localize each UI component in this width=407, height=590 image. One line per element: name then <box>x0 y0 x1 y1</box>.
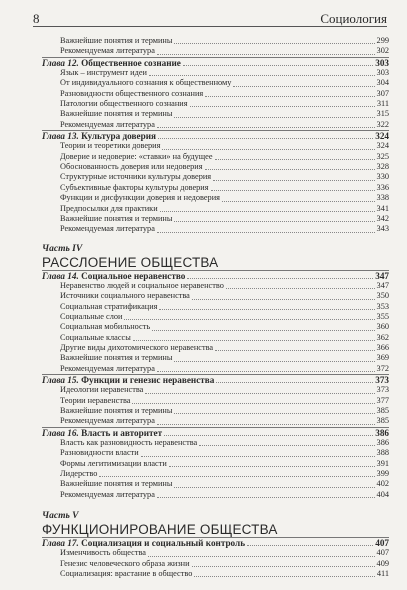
entry-page-number: 341 <box>376 203 389 213</box>
entry-title: Социализация: врастание в общество <box>60 569 193 579</box>
toc-entry[interactable] <box>42 459 389 469</box>
chapter-number: Глава 15. <box>42 374 79 385</box>
toc-chapter-entry[interactable] <box>42 375 389 385</box>
dot-leader <box>160 210 375 212</box>
chapter-label <box>42 375 214 385</box>
chapter-label <box>42 538 245 548</box>
entry-page-number: 373 <box>375 374 389 385</box>
dot-leader <box>174 116 374 118</box>
entry-page-number: 338 <box>376 193 389 203</box>
chapter-title: Функции и генезис неравенства <box>81 374 215 385</box>
chapter-label <box>42 58 181 68</box>
toc-entry[interactable] <box>42 312 389 322</box>
toc-entry[interactable] <box>42 416 389 426</box>
toc-entry[interactable] <box>42 162 389 172</box>
dot-leader <box>164 434 373 436</box>
entry-page-number: 347 <box>376 280 389 290</box>
dot-leader <box>174 360 374 362</box>
toc-entry[interactable] <box>42 469 389 479</box>
toc-chapter-entry[interactable] <box>42 58 389 68</box>
toc-chapter-entry[interactable] <box>42 271 389 281</box>
entry-page-number: 386 <box>375 427 389 438</box>
dot-leader <box>213 179 374 181</box>
dot-leader <box>157 126 375 128</box>
entry-title: Язык – инструмент идеи <box>60 68 147 78</box>
toc-entry[interactable] <box>42 479 389 489</box>
entry-title: Формы легитимизации власти <box>60 458 167 468</box>
entry-title: Теории неравенства <box>60 395 131 405</box>
dot-leader <box>192 565 375 567</box>
toc-entry[interactable] <box>42 89 389 99</box>
entry-page-number: 322 <box>376 119 389 129</box>
dot-leader <box>187 277 373 279</box>
entry-page-number: 404 <box>376 489 389 499</box>
entry-page-number: 311 <box>376 99 389 109</box>
entry-title: Неравенство людей и социальное неравенство <box>60 280 224 290</box>
running-title: Социология <box>320 11 387 26</box>
chapter-number: Глава 12. <box>42 57 79 68</box>
entry-page-number: 369 <box>376 353 389 363</box>
dot-leader <box>192 298 375 300</box>
dot-leader <box>199 444 374 446</box>
entry-title: Другие виды дихотомического неравенства <box>60 342 214 352</box>
chapter-number: Глава 17. <box>42 538 79 549</box>
entry-title: Важнейшие понятия и термины <box>60 213 173 223</box>
dot-leader <box>174 42 374 44</box>
dot-leader <box>162 148 374 150</box>
entry-title: Разновидности власти <box>60 448 139 458</box>
entry-title: Теории и теоретики доверия <box>60 141 161 151</box>
entry-page-number: 325 <box>376 151 389 161</box>
entry-page-number: 409 <box>376 558 389 568</box>
chapter-label <box>42 271 185 281</box>
toc-entry[interactable] <box>42 291 389 301</box>
toc-entry[interactable] <box>42 364 389 374</box>
dot-leader <box>159 308 374 310</box>
entry-title: Важнейшие понятия и термины <box>60 109 173 119</box>
entry-page-number: 366 <box>376 342 389 352</box>
entry-title: Рекомендуемая литература <box>60 363 155 373</box>
toc-entry[interactable] <box>42 214 389 224</box>
toc-entry[interactable] <box>42 322 389 332</box>
entry-title: Социальные слои <box>60 311 123 321</box>
dot-leader <box>211 189 375 191</box>
entry-title: Важнейшие понятия и термины <box>60 353 173 363</box>
dot-leader <box>216 381 373 383</box>
entry-title: От индивидуального сознания к общественному <box>60 78 232 88</box>
toc-entry[interactable] <box>42 406 389 416</box>
entry-title: Социальные классы <box>60 332 131 342</box>
entry-page-number: 355 <box>376 311 389 321</box>
toc-chapter-entry[interactable] <box>42 131 389 141</box>
toc-chapter-entry[interactable] <box>42 428 389 438</box>
toc-entry[interactable] <box>42 68 389 78</box>
toc-entry[interactable] <box>42 353 389 363</box>
dot-leader <box>132 402 374 404</box>
entry-page-number: 324 <box>376 141 389 151</box>
entry-title: Рекомендуемая литература <box>60 416 155 426</box>
entry-page-number: 353 <box>376 301 389 311</box>
toc-entry[interactable] <box>42 385 389 395</box>
toc-entry[interactable] <box>42 569 389 579</box>
dot-leader <box>205 95 374 97</box>
toc-entry[interactable] <box>42 490 389 500</box>
toc-entry[interactable] <box>42 36 389 46</box>
dot-leader <box>157 370 375 372</box>
entry-page-number: 350 <box>376 291 389 301</box>
entry-page-number: 343 <box>376 224 389 234</box>
dot-leader <box>222 200 375 202</box>
dot-leader <box>169 465 375 467</box>
entry-page-number: 330 <box>376 172 389 182</box>
chapter-number: Глава 14. <box>42 270 79 281</box>
entry-title: Изменчивость общества <box>60 548 146 558</box>
dot-leader <box>174 220 374 222</box>
entry-page-number: 299 <box>376 36 389 45</box>
entry-title: Функции и дисфункции доверия и недоверия <box>60 193 220 203</box>
chapter-label <box>42 131 156 141</box>
dot-leader <box>194 575 374 577</box>
chapter-title: Общественное сознание <box>81 57 181 68</box>
dot-leader <box>205 168 375 170</box>
entry-title: Доверие и недоверие: «ставки» на будущее <box>60 151 213 161</box>
entry-page-number: 402 <box>376 479 389 489</box>
dot-leader <box>149 74 375 76</box>
entry-page-number: 411 <box>376 569 389 579</box>
part-heading <box>42 511 389 537</box>
entry-page-number: 342 <box>376 213 389 223</box>
toc-entry[interactable] <box>42 172 389 182</box>
toc-entry[interactable] <box>42 141 389 151</box>
dot-leader <box>145 392 374 394</box>
toc-entry[interactable] <box>42 224 389 234</box>
part-number: Часть IV <box>42 243 83 254</box>
toc-entry[interactable] <box>42 46 389 56</box>
entry-page-number: 385 <box>376 416 389 426</box>
chapter-title: Власть и авторитет <box>81 427 163 438</box>
entry-page-number: 324 <box>375 131 389 142</box>
dot-leader <box>157 496 375 498</box>
toc-entry[interactable] <box>42 448 389 458</box>
entry-title: Рекомендуемая литература <box>60 224 155 234</box>
dot-leader <box>99 475 374 477</box>
entry-title: Разновидности общественного сознания <box>60 88 204 98</box>
toc-entry[interactable] <box>42 302 389 312</box>
part-number: Часть V <box>42 511 79 522</box>
entry-page-number: 303 <box>376 68 389 78</box>
entry-page-number: 407 <box>375 538 389 549</box>
entry-title: Важнейшие понятия и термины <box>60 479 173 489</box>
entry-title: Идеологии неравенства <box>60 385 144 395</box>
entry-page-number: 328 <box>376 162 389 172</box>
dot-leader <box>174 412 374 414</box>
chapter-title: Социализация и социальный контроль <box>81 538 246 549</box>
entry-title: Важнейшие понятия и термины <box>60 406 173 415</box>
toc-entry[interactable] <box>42 343 389 353</box>
entry-page-number: 377 <box>376 395 389 405</box>
chapter-title: Культура доверия <box>81 131 156 142</box>
dot-leader <box>215 349 374 351</box>
dot-leader <box>157 53 375 55</box>
dot-leader <box>141 455 375 457</box>
entry-page-number: 307 <box>376 88 389 98</box>
entry-page-number: 315 <box>376 109 389 119</box>
chapter-number: Глава 13. <box>42 131 79 142</box>
dot-leader <box>148 555 375 557</box>
toc-entry[interactable] <box>42 109 389 119</box>
entry-page-number: 388 <box>376 448 389 458</box>
entry-title: Социальная мобильность <box>60 322 151 332</box>
entry-page-number: 385 <box>376 406 389 415</box>
toc-entry[interactable] <box>42 281 389 291</box>
toc-entry[interactable] <box>42 193 389 203</box>
chapter-number: Глава 16. <box>42 427 79 438</box>
entry-title: Субъективные факторы культуры доверия <box>60 182 209 192</box>
entry-page-number: 373 <box>376 385 389 395</box>
entry-page-number: 399 <box>376 469 389 479</box>
dot-leader <box>190 105 375 107</box>
entry-page-number: 302 <box>376 46 389 56</box>
toc-entry[interactable] <box>42 548 389 558</box>
entry-title: Патологии общественного сознания <box>60 99 188 109</box>
toc-entry[interactable] <box>42 120 389 130</box>
entry-page-number: 391 <box>376 458 389 468</box>
toc-entry[interactable] <box>42 438 389 448</box>
dot-leader <box>152 329 374 331</box>
dot-leader <box>133 339 375 341</box>
dot-leader <box>174 486 374 488</box>
entry-title: Структурные источники культуры доверия <box>60 172 212 182</box>
dot-leader <box>226 287 375 289</box>
chapter-label <box>42 428 162 438</box>
entry-page-number: 303 <box>375 57 389 68</box>
entry-title: Лидерство <box>60 469 98 479</box>
toc-entry[interactable] <box>42 183 389 193</box>
entry-page-number: 362 <box>376 332 389 342</box>
entry-page-number: 347 <box>375 270 389 281</box>
dot-leader <box>157 231 375 233</box>
entry-title: Рекомендуемая литература <box>60 119 155 129</box>
entry-title: Рекомендуемая литература <box>60 489 155 499</box>
entry-title: Обоснованность доверия или недоверия <box>60 162 203 172</box>
toc-chapter-entry[interactable] <box>42 538 389 548</box>
entry-title: Генезис человеческого образа жизни <box>60 558 190 568</box>
toc-entry[interactable] <box>42 333 389 343</box>
entry-title: Источники социального неравенства <box>60 291 190 301</box>
entry-title: Рекомендуемая литература <box>60 46 155 56</box>
part-heading <box>42 244 389 270</box>
dot-leader <box>157 423 375 425</box>
toc-entry[interactable] <box>42 559 389 569</box>
running-header <box>33 8 387 27</box>
page-number: 8 <box>33 11 40 26</box>
entry-page-number: 372 <box>376 363 389 373</box>
toc-entry[interactable] <box>42 396 389 406</box>
toc-entry[interactable] <box>42 152 389 162</box>
dot-leader <box>183 64 373 66</box>
entry-title: Важнейшие понятия и термины <box>60 36 173 45</box>
toc-entry[interactable] <box>42 204 389 214</box>
dot-leader <box>215 158 375 160</box>
dot-leader <box>124 318 374 320</box>
part-title: РАССЛОЕНИЕ ОБЩЕСТВА <box>42 254 219 270</box>
dot-leader <box>158 137 373 139</box>
table-of-contents <box>42 36 389 579</box>
dot-leader <box>233 85 374 87</box>
entry-page-number: 336 <box>376 182 389 192</box>
entry-page-number: 360 <box>376 322 389 332</box>
entry-title: Власть как разновидность неравенства <box>60 438 198 448</box>
entry-title: Предпосылки для практики <box>60 203 158 213</box>
entry-page-number: 304 <box>376 78 389 88</box>
toc-entry[interactable] <box>42 78 389 88</box>
entry-title: Социальная стратификация <box>60 301 158 311</box>
toc-entry[interactable] <box>42 99 389 109</box>
entry-page-number: 386 <box>376 438 389 448</box>
chapter-title: Социальное неравенство <box>81 270 186 281</box>
dot-leader <box>247 544 373 546</box>
entry-page-number: 407 <box>376 548 389 558</box>
part-title: ФУНКЦИОНИРОВАНИЕ ОБЩЕСТВА <box>42 522 278 538</box>
